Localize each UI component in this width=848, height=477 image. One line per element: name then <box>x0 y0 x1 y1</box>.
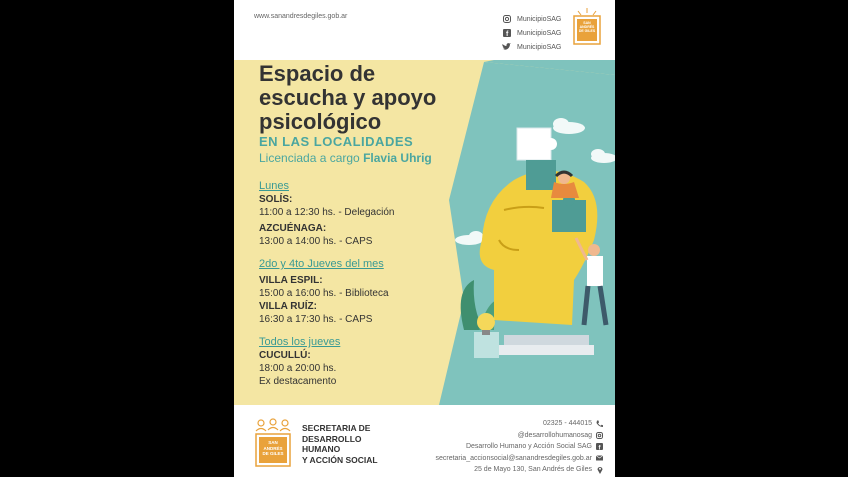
flyer <box>234 0 615 477</box>
poster-title: Espacio de escucha y apoyo psicológico <box>259 61 437 134</box>
schedule-detail: 13:00 a 14:00 hs. - CAPS <box>259 236 373 247</box>
footer-logo <box>254 417 292 467</box>
facebook-handle: MunicipioSAG <box>517 29 562 37</box>
twitter-handle: MunicipioSAG <box>517 43 562 51</box>
top-bar <box>234 0 615 60</box>
logo-line: SAN <box>583 21 591 25</box>
contact-instagram[interactable] <box>435 430 603 442</box>
logo-line: ANDRÉS <box>579 25 595 29</box>
logo-line: DE GILES <box>262 451 284 456</box>
logo-line: SAN <box>268 440 278 445</box>
contact-text: secretaria_accionsocial@sanandresdegiles.gob.ar <box>435 454 592 462</box>
twitter-icon <box>502 43 511 52</box>
email-icon <box>596 455 603 462</box>
instagram-icon <box>596 432 603 439</box>
social-instagram[interactable] <box>502 12 561 26</box>
licenciada-line <box>259 151 432 165</box>
contact-email[interactable] <box>435 453 603 465</box>
facebook-icon <box>596 443 603 450</box>
schedule-place: AZCUÉNAGA: <box>259 223 327 234</box>
schedule-detail: 15:00 a 16:00 hs. - Biblioteca <box>259 288 389 299</box>
instagram-handle: MunicipioSAG <box>517 15 562 23</box>
schedule-block-jueves-mes <box>259 258 389 326</box>
schedule-place: VILLA ESPIL: <box>259 275 323 286</box>
contact-text: 02325 - 444015 <box>542 420 592 427</box>
department-line: HUMANO <box>302 444 341 454</box>
schedule-place: SOLÍS: <box>259 194 293 205</box>
schedule-detail: 18:00 a 20:00 hs. <box>259 363 337 374</box>
schedule-block-lunes <box>259 180 394 248</box>
schedule-block-todos-jueves <box>259 336 340 388</box>
social-facebook[interactable] <box>502 26 561 40</box>
department-line: DESARROLLO <box>302 433 362 444</box>
licenciada-name: Flavia Uhrig <box>363 151 432 165</box>
schedule-extra: Ex destacamento <box>259 376 337 387</box>
instagram-icon <box>502 15 511 24</box>
schedule-detail: 16:30 a 17:30 hs. - CAPS <box>259 314 373 325</box>
contact-text: Desarrollo Humano y Acción Social SAG <box>465 443 592 450</box>
social-links <box>502 12 561 54</box>
location-pin-icon <box>596 466 603 473</box>
contact-phone[interactable] <box>435 418 603 430</box>
schedule-place: CUCULLÚ: <box>259 350 311 361</box>
schedule-day: 2do y 4to Jueves del mes <box>259 258 384 270</box>
schedule-place: VILLA RUÍZ: <box>259 301 317 312</box>
schedule-day: Lunes <box>259 180 289 192</box>
schedule-detail: 11:00 a 12:30 hs. - Delegación <box>259 207 395 218</box>
municipality-logo <box>573 8 601 46</box>
contact-text: @desarrollohumanosag <box>517 431 592 439</box>
svg-text:f: f <box>505 31 508 37</box>
logo-line: ANDRÉS <box>263 445 283 451</box>
website-link[interactable]: www.sanandresdegiles.gob.ar <box>254 13 348 20</box>
phone-icon <box>596 420 603 427</box>
contact-text: 25 de Mayo 130, San Andrés de Giles <box>474 466 592 473</box>
footer <box>234 405 615 477</box>
svg-text:f: f <box>598 445 601 451</box>
contact-address[interactable] <box>435 464 603 476</box>
schedule-day: Todos los jueves <box>259 336 341 348</box>
licenciada-prefix: Licenciada a cargo <box>259 151 360 165</box>
facebook-icon <box>502 29 511 38</box>
social-twitter[interactable] <box>502 40 561 54</box>
head-puzzle-illustration <box>444 90 615 390</box>
poster-subtitle: EN LAS LOCALIDADES <box>259 134 414 149</box>
department-line: SECRETARIA DE <box>302 423 371 433</box>
contact-facebook[interactable] <box>435 441 603 453</box>
department-line: Y ACCIÓN SOCIAL <box>302 454 378 465</box>
department-name <box>302 423 378 465</box>
logo-line: DE GILES <box>578 29 596 33</box>
contact-list <box>435 418 603 476</box>
